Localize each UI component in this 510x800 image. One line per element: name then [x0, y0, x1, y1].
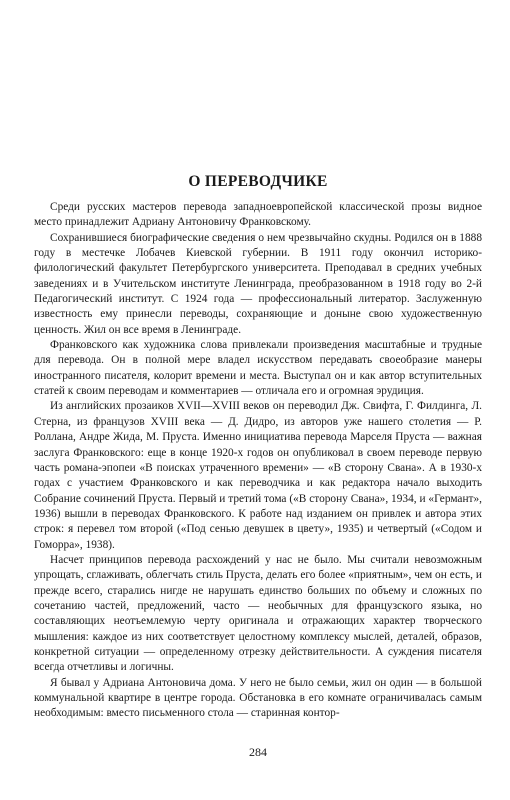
paragraph-1: Среди русских мастеров перевода западноевропейской классической прозы видное место принадлежит Адриану Антоновичу Франковскому.: [34, 201, 482, 229]
page-title: О ПЕРЕВОДЧИКЕ: [188, 173, 328, 190]
paragraph-6: Я бывал у Адриана Антоновича дома. У него не было семьи, жил он один — в большой коммунальной квартире в центре города. Обстановка в его комнате ограничивалась самым необходимым: вместо письменного стола — старинная контор-: [34, 676, 482, 720]
book-page: [34, 0, 482, 800]
paragraph-2: Сохранившиеся биографические сведения о нем чрезвычайно скудны. Родился он в 1888 году в местечке Лобачев Киевской губернии. В 1911 году окончил историко-филологический факультет Петербургского университета. Преподавал в средних учебных заведениях и в Учительском институте Ленинграда, преобразованном в 1918 году во 2-й Педагогический институт. С 1924 года — профессиональный литератор. Заслуженную известность ему принесли переводы, сохраняющие и доныне свою художественную ценность. Жил он все время в Ленинграде.: [34, 231, 482, 336]
page-number: 284: [249, 745, 267, 759]
body-text: [34, 200, 482, 722]
paragraph-5: Насчет принципов перевода расхождений у нас не было. Мы считали невозможным упрощать, сглаживать, облегчать стиль Пруста, делать его более «приятным», чем он есть, и прежде всего, старались нигде не нарушать единство больших по объему и сложных по сочетанию частей, предложений, часто — необычных для французского языка, но составляющих неотъемлемую черту оригинала и отражающих характер творческого мышления: каждое из них соответствует целостному комплексу мыслей, деталей, образов, конкретной ситуации — определенному отрезку действительности. А суждения писателя всегда отчетливы и логичны.: [34, 553, 482, 674]
paragraph-3: Франковского как художника слова привлекали произведения масштабные и трудные для перевода. Он в полной мере владел искусством передавать своеобразие манеры иностранного писателя, колорит времени и места. Выступал он и как автор вступительных статей к своим переводам и комментариев — отличала его и огромная эрудиция.: [34, 339, 482, 398]
paragraph-4: Из английских прозаиков XVII—XVIII веков он переводил Дж. Свифта, Г. Филдинга, Л. Стерна, из французов XVIII века — Д. Дидро, из авторов уже нашего столетия — Р. Роллана, Андре Жида, М. Пруста. Именно инициатива перевода Марселя Пруста — важная заслуга Франковского: еще в конце 1920-х годов он опубликовал в своем переводе первую часть романа-эпопеи «В поисках утраченного времени» — «В сторону Свана». А в 1930-х годах с участием Франковского и как переводчика и как редактора начало выходить Собрание сочинений Пруста. Первый и третий тома («В сторону Свана», 1934, и «Германт», 1936) вышли в переводах Франковского. К работе над изданием он привлек и автора этих строк: я перевел том второй («Под сенью девушек в цвету», 1935) и четвертый («Содом и Гоморра», 1938).: [34, 400, 482, 551]
